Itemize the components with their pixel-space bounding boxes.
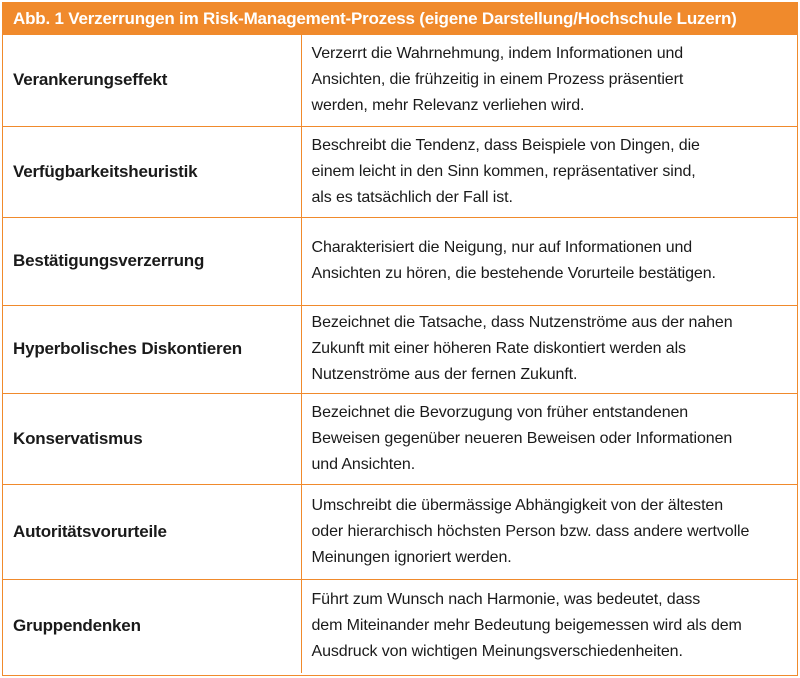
term-cell: Verankerungseffekt <box>3 35 301 126</box>
description-line: Ansichten, die frühzeitig in einem Prozess präsentiert <box>311 71 684 89</box>
description-line: Meinungen ignoriert werden. <box>311 548 512 566</box>
table-row <box>3 126 797 217</box>
table-row <box>3 217 797 305</box>
table-row <box>3 579 797 673</box>
table-row <box>3 484 797 579</box>
description-line: Zukunft mit einer höheren Rate diskontiert werden als <box>311 340 686 357</box>
figure-title: Abb. 1 Verzerrungen im Risk-Management-Prozess (eigene Darstellung/Hochschule Luzern) <box>3 3 797 35</box>
table-row <box>3 35 797 126</box>
term-cell: Hyperbolisches Diskontieren <box>3 305 301 393</box>
description-line: Beweisen gegenüber neueren Beweisen oder Informationen <box>311 429 733 447</box>
figure-table <box>2 2 798 676</box>
description-line: Umschreibt die übermässige Abhängigkeit von der ältesten <box>311 496 724 514</box>
description-line: Verzerrt die Wahrnehmung, indem Informationen und <box>311 45 684 63</box>
description-line: und Ansichten. <box>311 455 416 473</box>
term-cell: Gruppendenken <box>3 579 301 673</box>
description-cell <box>301 217 797 305</box>
description-line: Beschreibt die Tendenz, dass Beispiele von Dingen, die <box>311 136 700 154</box>
table-row <box>3 305 797 393</box>
table-row <box>3 393 797 484</box>
description-line: Ausdruck von wichtigen Meinungsverschiedenheiten. <box>311 643 683 661</box>
description-line: oder hierarchisch höchsten Person bzw. dass andere wertvolle <box>311 522 750 540</box>
description-line: Bezeichnet die Tatsache, dass Nutzenströme aus der nahen <box>311 314 733 331</box>
description-line: als es tatsächlich der Fall ist. <box>311 188 513 206</box>
term-cell: Autoritätsvorurteile <box>3 484 301 579</box>
description-line: einem leicht in den Sinn kommen, repräsentativer sind, <box>311 162 696 180</box>
description-line: Nutzenströme aus der fernen Zukunft. <box>311 366 578 383</box>
description-cell <box>301 305 797 393</box>
description-line: Führt zum Wunsch nach Harmonie, was bedeutet, dass <box>311 591 701 609</box>
description-cell <box>301 35 797 126</box>
description-line: Charakterisiert die Neigung, nur auf Informationen und <box>311 239 693 256</box>
term-cell: Konservatismus <box>3 393 301 484</box>
description-line: werden, mehr Relevanz verliehen wird. <box>311 97 585 115</box>
bias-table <box>3 35 797 673</box>
description-cell <box>301 393 797 484</box>
description-line: Ansichten zu hören, die bestehende Vorurteile bestätigen. <box>311 265 716 282</box>
description-cell <box>301 126 797 217</box>
term-cell: Verfügbarkeitsheuristik <box>3 126 301 217</box>
description-line: Bezeichnet die Bevorzugung von früher entstandenen <box>311 403 689 421</box>
description-cell <box>301 484 797 579</box>
description-cell <box>301 579 797 673</box>
description-line: dem Miteinander mehr Bedeutung beigemessen wird als dem <box>311 617 742 635</box>
term-cell: Bestätigungsverzerrung <box>3 217 301 305</box>
